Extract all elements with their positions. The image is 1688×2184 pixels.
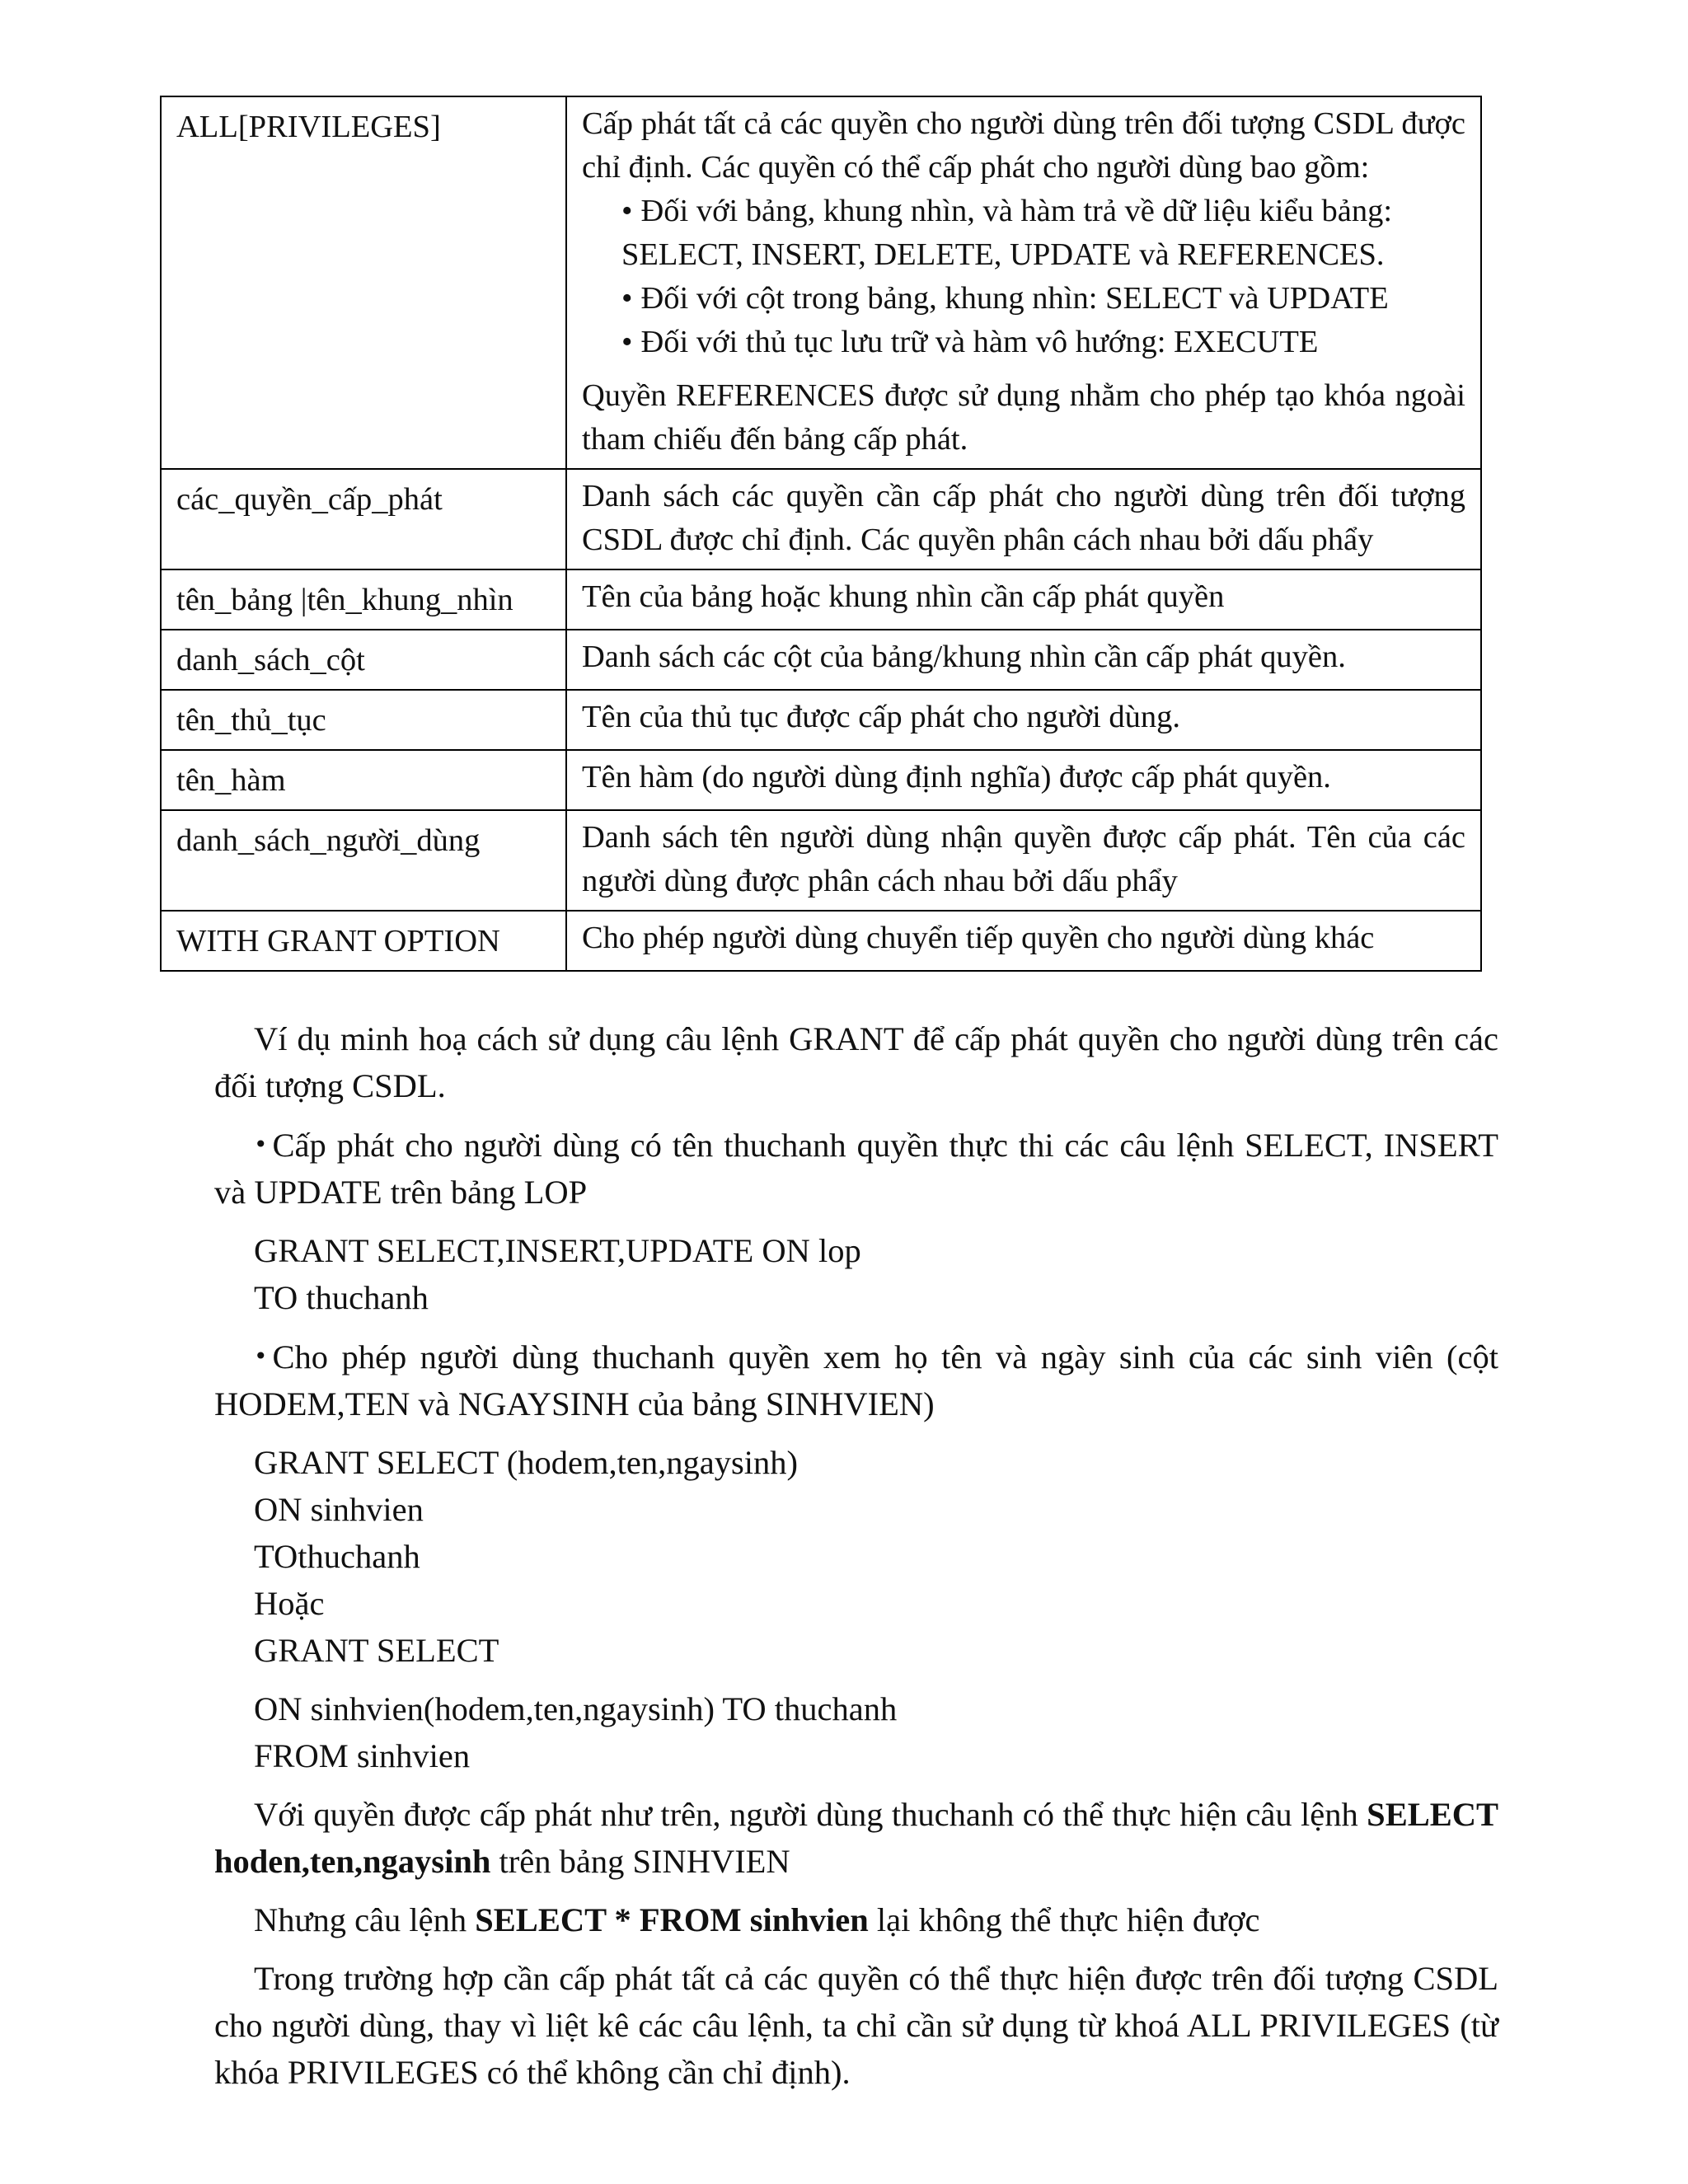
- param-name: danh_sách_người_dùng: [161, 810, 566, 911]
- param-name: ALL[PRIVILEGES]: [161, 96, 566, 469]
- description-intro: Cấp phát tất cả các quyền cho người dùng trên đối tượng CSDL được chỉ định. Các quyền có thể cấp phát cho người dùng bao gồm:: [582, 106, 1465, 185]
- example-1-text: Cấp phát cho người dùng có tên thuchanh quyền thực thi các câu lệnh SELECT, INSERT và UPDATE trên bảng LOP: [214, 1127, 1498, 1211]
- list-item: [621, 321, 1465, 364]
- bullet-glyph: •: [254, 1131, 268, 1158]
- table-row: [161, 911, 1481, 971]
- example-1-paragraph: [214, 1121, 1498, 1216]
- param-description: [566, 96, 1481, 469]
- list-item-text: Đối với bảng, khung nhìn, và hàm trả về dữ liệu kiểu bảng: SELECT, INSERT, DELETE, UPDATE và REFERENCES.: [621, 194, 1393, 272]
- code-line: Hoặc: [254, 1585, 325, 1622]
- restriction-text-end: lại không thể thực hiện được: [868, 1901, 1260, 1938]
- table-row: [161, 810, 1481, 911]
- table-row: [161, 750, 1481, 810]
- list-item: [621, 190, 1465, 277]
- param-name: các_quyền_cấp_phát: [161, 469, 566, 569]
- code-line: GRANT SELECT,INSERT,UPDATE ON lop: [254, 1232, 861, 1269]
- restriction-text: Nhưng câu lệnh: [254, 1901, 476, 1938]
- code-line: TOthuchanh: [254, 1538, 420, 1575]
- table-row: [161, 569, 1481, 630]
- example-2-text: Cho phép người dùng thuchanh quyền xem họ tên và ngày sinh của các sinh viên (cột HODEM,TEN và NGAYSINH của bảng SINHVIEN): [214, 1338, 1498, 1422]
- restriction-paragraph: [214, 1896, 1498, 1943]
- document-body: [214, 1015, 1498, 2107]
- grant-parameters-table: [160, 96, 1482, 972]
- final-paragraph: Trong trường hợp cần cấp phát tất cả các quyền có thể thực hiện được trên đối tượng CSDL cho người dùng, thay vì liệt kê các câu lệnh, ta chỉ cần sử dụng từ khoá ALL PRIVILEGES (từ khóa PRIVILEGES có thể không cần chỉ định).: [214, 1960, 1498, 2091]
- result-sql: SELECT hoden,ten,ngaysinh: [214, 1796, 1498, 1880]
- param-description: Danh sách các cột của bảng/khung nhìn cần cấp phát quyền.: [566, 630, 1481, 690]
- result-paragraph: [214, 1791, 1498, 1885]
- example-2-paragraph: [214, 1333, 1498, 1427]
- bullet-glyph: •: [254, 1343, 268, 1370]
- bullet-glyph: •: [621, 325, 633, 359]
- table-row: [161, 630, 1481, 690]
- table-row: [161, 469, 1481, 569]
- param-description: Danh sách các quyền cần cấp phát cho người dùng trên đối tượng CSDL được chỉ định. Các quyền phân cách nhau bởi dấu phẩy: [566, 469, 1481, 569]
- code-line: ON sinhvien: [254, 1491, 424, 1528]
- table-row: [161, 96, 1481, 469]
- list-item-text: Đối với thủ tục lưu trữ và hàm vô hướng: EXECUTE: [640, 325, 1319, 359]
- restriction-sql: SELECT * FROM sinhvien: [475, 1901, 869, 1938]
- code-line: FROM sinhvien: [254, 1737, 471, 1774]
- code-line: ON sinhvien(hodem,ten,ngaysinh) TO thuchanh: [254, 1690, 898, 1727]
- param-description: Tên hàm (do người dùng định nghĩa) được cấp phát quyền.: [566, 750, 1481, 810]
- result-text-end: trên bảng SINHVIEN: [490, 1843, 790, 1880]
- param-description: Tên của thủ tục được cấp phát cho người dùng.: [566, 690, 1481, 750]
- intro-paragraph: Ví dụ minh hoạ cách sử dụng câu lệnh GRANT để cấp phát quyền cho người dùng trên các đối tượng CSDL.: [214, 1020, 1498, 1104]
- privilege-list: [582, 190, 1465, 364]
- param-description: Tên của bảng hoặc khung nhìn cần cấp phát quyền: [566, 569, 1481, 630]
- param-name: WITH GRANT OPTION: [161, 911, 566, 971]
- list-item: [621, 277, 1465, 321]
- code-line: GRANT SELECT (hodem,ten,ngaysinh): [254, 1444, 798, 1481]
- code-line: TO thuchanh: [254, 1279, 429, 1316]
- param-name: danh_sách_cột: [161, 630, 566, 690]
- description-note: Quyền REFERENCES được sử dụng nhằm cho phép tạo khóa ngoài tham chiếu đến bảng cấp phát.: [582, 378, 1465, 457]
- bullet-glyph: •: [621, 194, 633, 228]
- bullet-glyph: •: [621, 281, 633, 316]
- list-item-text: Đối với cột trong bảng, khung nhìn: SELECT và UPDATE: [640, 281, 1389, 316]
- result-text: Với quyền được cấp phát như trên, người dùng thuchanh có thể thực hiện câu lệnh: [254, 1796, 1367, 1833]
- param-name: tên_thủ_tục: [161, 690, 566, 750]
- param-description: Danh sách tên người dùng nhận quyền được cấp phát. Tên của các người dùng được phân cách nhau bởi dấu phẩy: [566, 810, 1481, 911]
- param-description: Cho phép người dùng chuyển tiếp quyền cho người dùng khác: [566, 911, 1481, 971]
- param-name: tên_hàm: [161, 750, 566, 810]
- code-line: GRANT SELECT: [254, 1632, 499, 1669]
- table-row: [161, 690, 1481, 750]
- param-name: tên_bảng |tên_khung_nhìn: [161, 569, 566, 630]
